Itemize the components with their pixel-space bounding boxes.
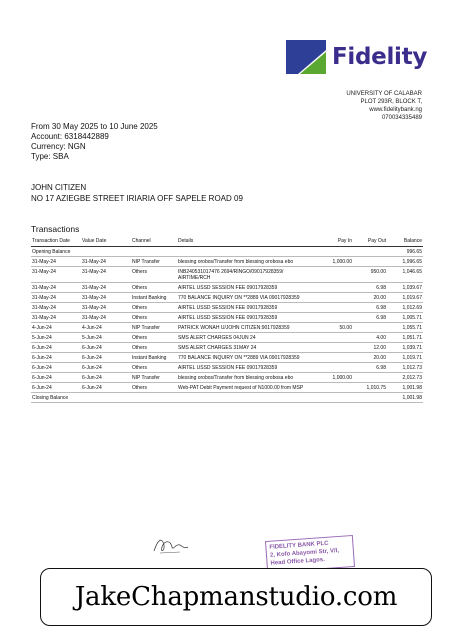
transactions-title: Transactions: [31, 224, 80, 234]
col-pay-out: Pay Out: [353, 237, 387, 247]
stamp-line: Head Office Lagos.: [270, 556, 326, 567]
bank-phone: 070034335489: [381, 115, 422, 121]
cell-pay-out: 6.98: [353, 283, 387, 293]
cell-details: AIRTEL USSD SESSION FEE 09017928359: [177, 363, 317, 373]
bank-name: Fidelity: [332, 44, 428, 70]
cell-tx-date: 31-May-24: [31, 283, 81, 293]
col-pay-in: Pay In: [317, 237, 353, 247]
col-balance: Balance: [387, 237, 423, 247]
opening-balance-row: [31, 247, 423, 257]
currency: Currency: NGN: [31, 142, 86, 151]
cell-channel: Others: [131, 363, 177, 373]
cell-channel: NIP Transfer: [131, 257, 177, 267]
cell-pay-in: [317, 333, 353, 343]
statement-period: From 30 May 2025 to 10 June 2025: [31, 122, 158, 131]
account-info: [31, 122, 158, 162]
col-details: Details: [177, 237, 317, 247]
cell-pay-out: 6.98: [353, 363, 387, 373]
cell-pay-in: [317, 267, 353, 283]
cell-value-date: 6-Jun-24: [81, 343, 131, 353]
cell-pay-in: [317, 343, 353, 353]
account-number: Account: 6318442889: [31, 132, 109, 141]
watermark-banner: [40, 568, 432, 626]
cell-balance: 2,012.73: [387, 373, 423, 383]
cell-tx-date: 31-May-24: [31, 267, 81, 283]
table-row: [31, 363, 423, 373]
cell-balance: 1,019.67: [387, 293, 423, 303]
bank-address: [346, 90, 422, 122]
cell-tx-date: 31-May-24: [31, 257, 81, 267]
cell-pay-in: [317, 353, 353, 363]
cell-pay-in: [317, 313, 353, 323]
cell-value-date: 6-Jun-24: [81, 353, 131, 363]
cell-value-date: 31-May-24: [81, 257, 131, 267]
cell-pay-in: [317, 283, 353, 293]
bank-website: www.fidelitybank.ng: [369, 107, 422, 113]
cell-pay-in: [317, 363, 353, 373]
cell-pay-in: 1,000.00: [317, 257, 353, 267]
cell-pay-in: [317, 293, 353, 303]
cell-details: AIRTEL USSD SESSION FEE 09017928359: [177, 313, 317, 323]
opening-balance-value: 996.65: [387, 247, 423, 257]
cell-tx-date: 6-Jun-24: [31, 363, 81, 373]
cell-balance: 1,996.65: [387, 257, 423, 267]
cell-channel: Others: [131, 303, 177, 313]
table-row: [31, 373, 423, 383]
cell-pay-out: 20.00: [353, 293, 387, 303]
table-row: [31, 333, 423, 343]
cell-details: AIRTEL USSD SESSION FEE 09017928359: [177, 303, 317, 313]
cell-channel: Others: [131, 267, 177, 283]
cell-pay-out: 6.98: [353, 303, 387, 313]
cell-balance: 1,019.71: [387, 353, 423, 363]
cell-channel: NIP Transfer: [131, 373, 177, 383]
cell-pay-in: [317, 383, 353, 393]
transactions-table: [31, 237, 423, 403]
cell-pay-out: [353, 373, 387, 383]
stamp-line: 2, Kofo Abayomi Str, V/I,: [269, 547, 340, 559]
closing-balance-value: 1,001.98: [387, 393, 423, 403]
cell-details: SMS ALERT CHARGES 31MAY 24: [177, 343, 317, 353]
watermark-text: JakeChapmanstudio.com: [74, 582, 398, 612]
closing-balance-label: Closing Balance: [31, 393, 387, 403]
cell-channel: Instant Banking: [131, 353, 177, 363]
cell-tx-date: 31-May-24: [31, 313, 81, 323]
cell-pay-out: 20.00: [353, 353, 387, 363]
table-row: [31, 257, 423, 267]
table-row: [31, 293, 423, 303]
cell-details: AIRTEL USSD SESSION FEE 09017928359: [177, 283, 317, 293]
signature-icon: [150, 533, 190, 557]
bank-address-line: UNIVERSITY OF CALABAR: [346, 91, 422, 97]
cell-channel: Others: [131, 383, 177, 393]
cell-balance: 1,046.65: [387, 267, 423, 283]
cell-value-date: 31-May-24: [81, 313, 131, 323]
cell-value-date: 31-May-24: [81, 303, 131, 313]
col-transaction-date: Transaction Date: [31, 237, 81, 247]
table-row: [31, 303, 423, 313]
fidelity-logo-mark-icon: [286, 40, 326, 74]
table-row: [31, 283, 423, 293]
cell-pay-out: 950.00: [353, 267, 387, 283]
closing-balance-row: [31, 393, 423, 403]
cell-tx-date: 5-Jun-24: [31, 333, 81, 343]
table-row: [31, 353, 423, 363]
cell-channel: NIP Transfer: [131, 323, 177, 333]
table-row: [31, 267, 423, 283]
cell-pay-out: [353, 323, 387, 333]
fidelity-logo: [286, 40, 427, 74]
cell-pay-in: 50.00: [317, 323, 353, 333]
cell-balance: 1,001.98: [387, 383, 423, 393]
cell-pay-out: [353, 257, 387, 267]
cell-value-date: 4-Jun-24: [81, 323, 131, 333]
cell-details: INB240531017476 2694/RINGO/09017928359/ AIRTIME/RCH: [177, 267, 317, 283]
cell-value-date: 6-Jun-24: [81, 383, 131, 393]
cell-balance: 1,055.71: [387, 323, 423, 333]
cell-value-date: 5-Jun-24: [81, 333, 131, 343]
cell-value-date: 31-May-24: [81, 293, 131, 303]
customer-info: [31, 182, 243, 204]
cell-details: blessing orobos/Transfer from blessing orobosa ebo: [177, 373, 317, 383]
table-row: [31, 383, 423, 393]
cell-balance: 1,012.69: [387, 303, 423, 313]
cell-value-date: 6-Jun-24: [81, 373, 131, 383]
cell-details: SMS ALERT CHARGES 04JUN 24: [177, 333, 317, 343]
cell-tx-date: 31-May-24: [31, 293, 81, 303]
cell-tx-date: 6-Jun-24: [31, 383, 81, 393]
customer-address: NO 17 AZIEGBE STREET IRIARIA OFF SAPELE ROAD 09: [31, 194, 243, 203]
cell-pay-out: 6.98: [353, 313, 387, 323]
cell-pay-in: [317, 303, 353, 313]
stamp-line: FIDELITY BANK PLC: [269, 540, 329, 551]
cell-pay-out: 4.00: [353, 333, 387, 343]
cell-value-date: 6-Jun-24: [81, 363, 131, 373]
cell-pay-out: 1,010.75: [353, 383, 387, 393]
cell-details: Web-PAT Debit Payment request of N1000.00 from MSP: [177, 383, 317, 393]
cell-channel: Instant Banking: [131, 293, 177, 303]
table-row: [31, 313, 423, 323]
cell-details: 770 BALANCE INQUIRY ON **2889 VIA 09017928359: [177, 353, 317, 363]
table-header-row: [31, 237, 423, 247]
cell-balance: 1,005.71: [387, 313, 423, 323]
bank-address-line: PLOT 293R, BLOCK T,: [360, 99, 422, 105]
customer-name: JOHN CITIZEN: [31, 183, 87, 192]
cell-tx-date: 6-Jun-24: [31, 373, 81, 383]
cell-tx-date: 6-Jun-24: [31, 343, 81, 353]
cell-channel: Others: [131, 283, 177, 293]
cell-tx-date: 4-Jun-24: [31, 323, 81, 333]
cell-details: blessing orobos/Transfer from blessing orobosa ebo: [177, 257, 317, 267]
cell-channel: Others: [131, 313, 177, 323]
cell-balance: 1,012.73: [387, 363, 423, 373]
cell-value-date: 31-May-24: [81, 267, 131, 283]
cell-details: PATRICK WONAH U/JOHN CITIZEN:9017928359: [177, 323, 317, 333]
cell-tx-date: 31-May-24: [31, 303, 81, 313]
col-channel: Channel: [131, 237, 177, 247]
cell-balance: 1,051.71: [387, 333, 423, 343]
cell-balance: 1,039.67: [387, 283, 423, 293]
account-type: Type: SBA: [31, 152, 69, 161]
col-value-date: Value Date: [81, 237, 131, 247]
cell-details: 770 BALANCE INQUIRY ON **2889 VIA 09017928359: [177, 293, 317, 303]
table-row: [31, 343, 423, 353]
cell-pay-out: 12.00: [353, 343, 387, 353]
cell-tx-date: 6-Jun-24: [31, 353, 81, 363]
cell-balance: 1,039.71: [387, 343, 423, 353]
cell-pay-in: 1,000.00: [317, 373, 353, 383]
transactions-table-wrap: [31, 237, 423, 403]
cell-channel: Others: [131, 343, 177, 353]
cell-value-date: 31-May-24: [81, 283, 131, 293]
cell-channel: Others: [131, 333, 177, 343]
table-row: [31, 323, 423, 333]
opening-balance-label: Opening Balance: [31, 247, 387, 257]
